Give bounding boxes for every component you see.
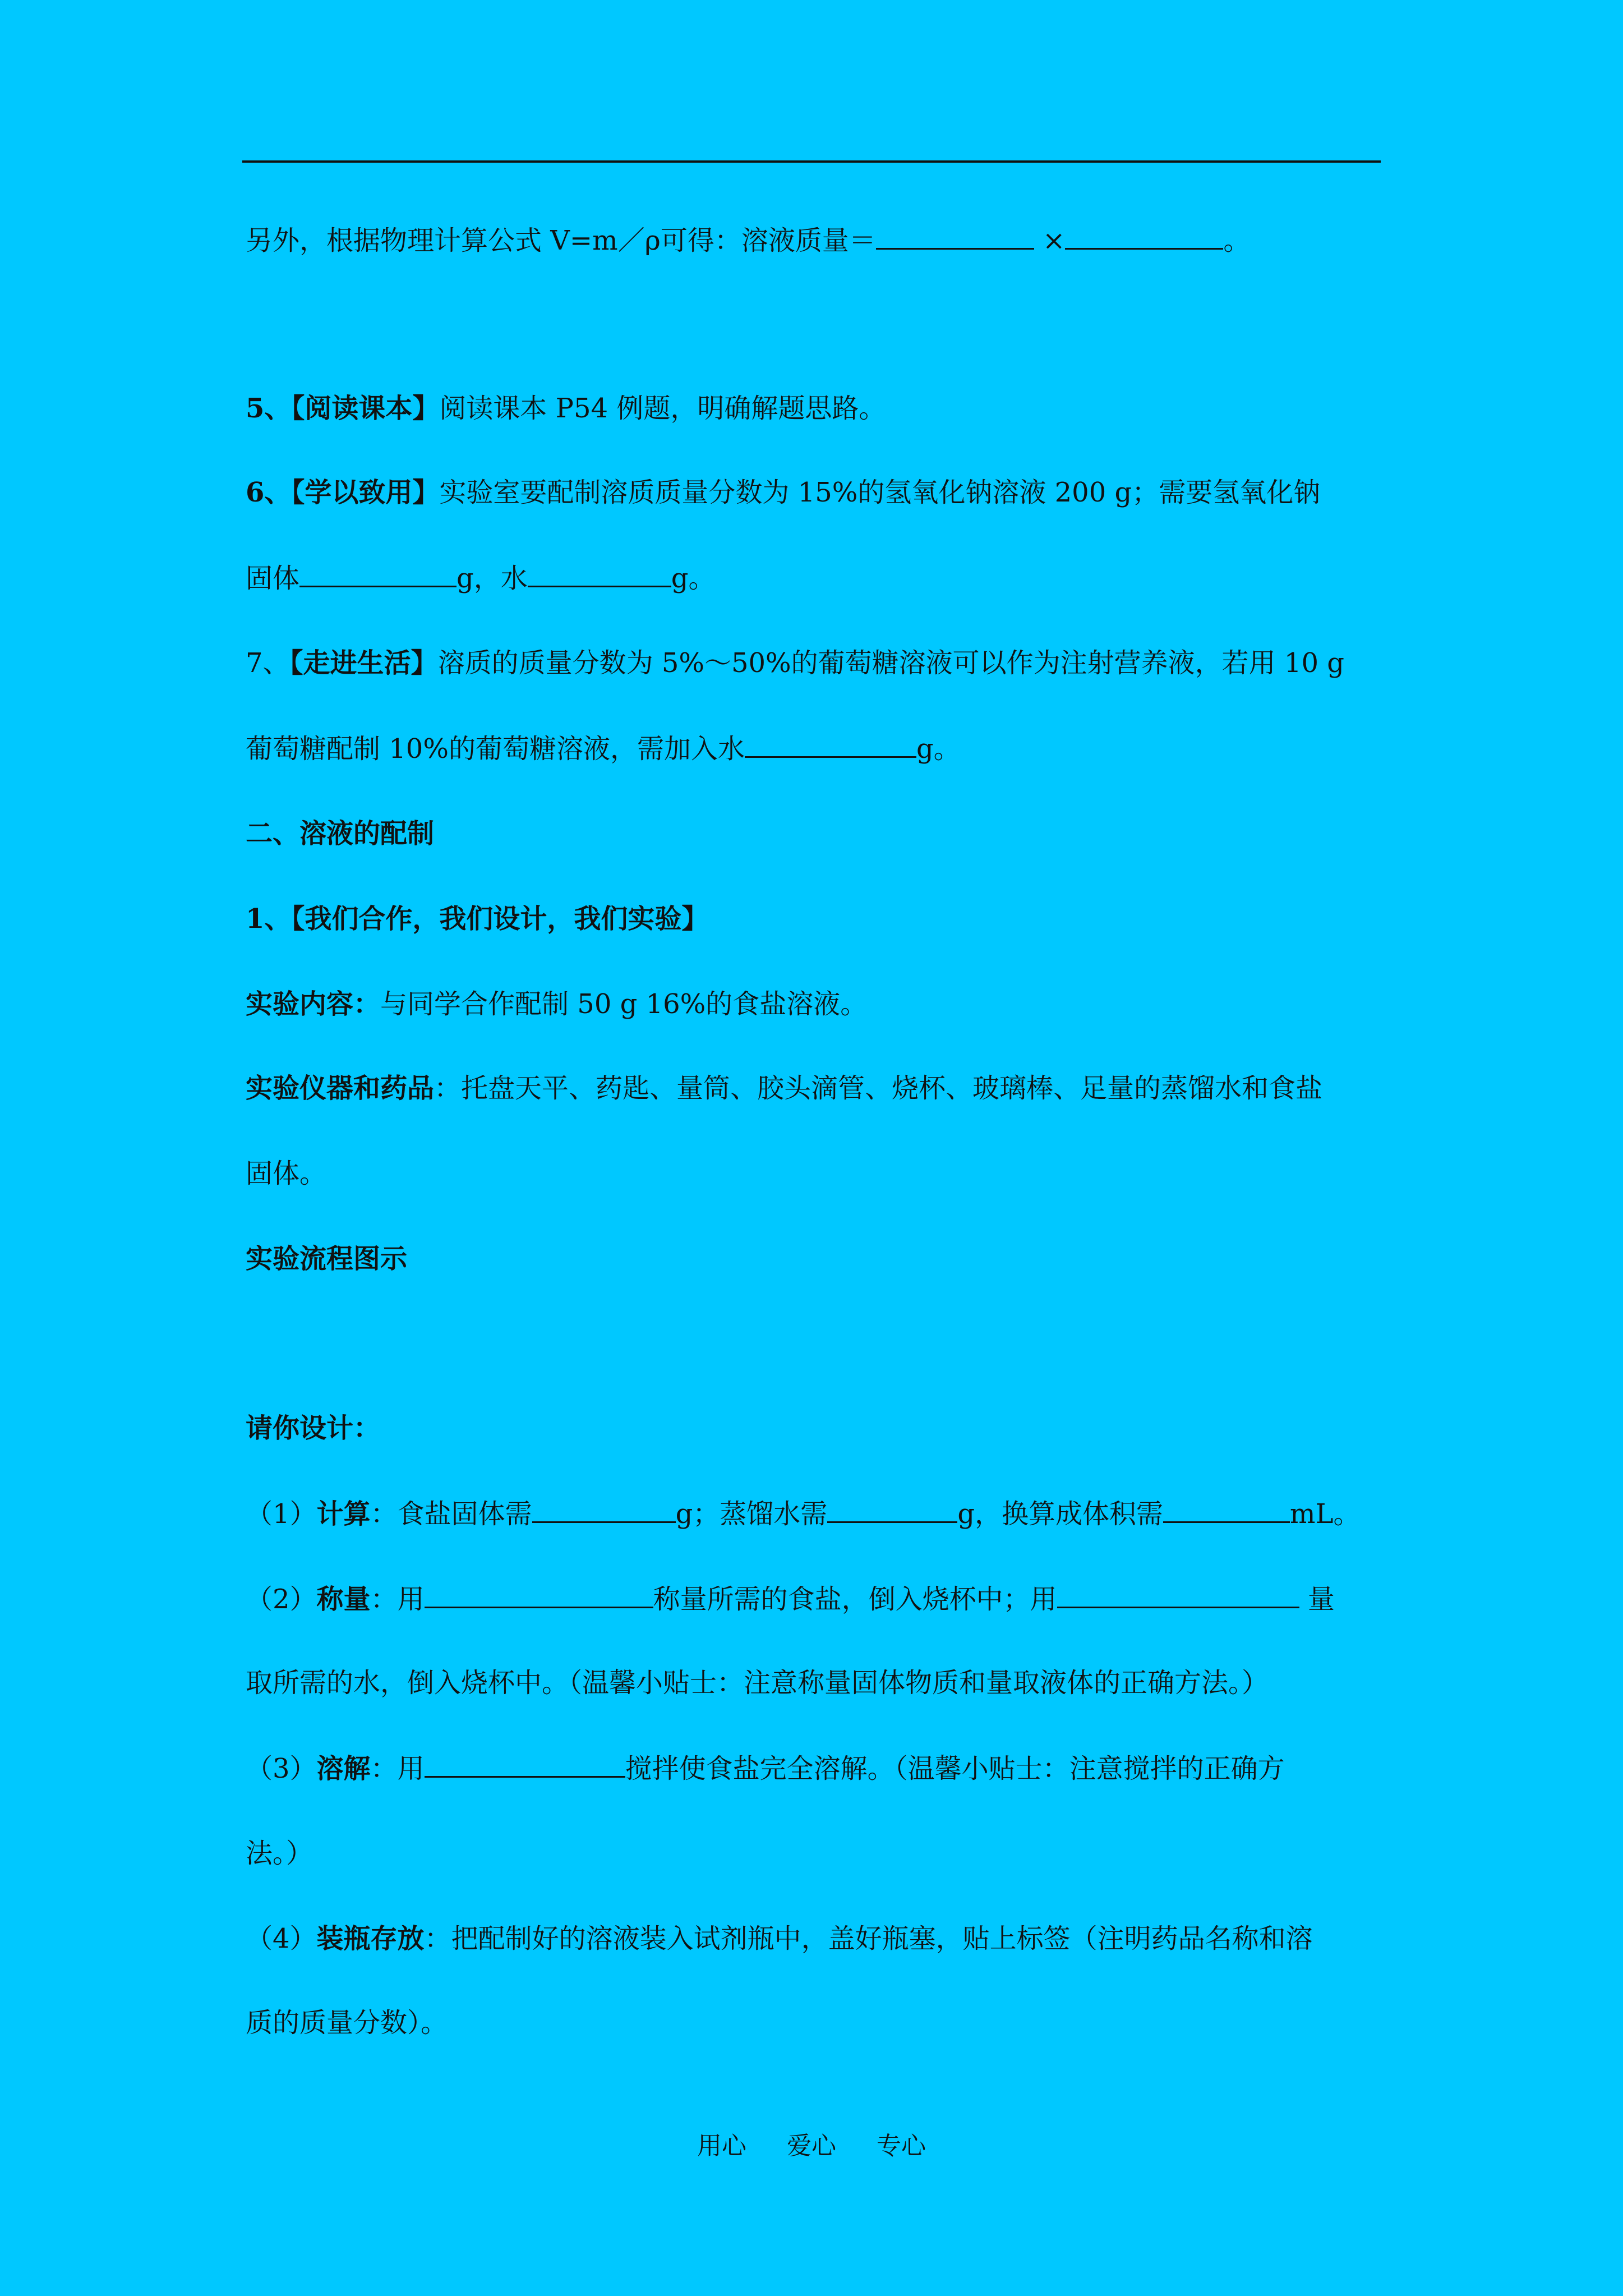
formula-paragraph: 另外，根据物理计算公式 V=m／ρ可得：溶液质量＝ × 。 [246, 223, 1250, 257]
answer-blank[interactable] [827, 1497, 957, 1523]
experiment-content: 实验内容：与同学合作配制 50 g 16%的食盐溶液。 [246, 988, 868, 1020]
step-4-bottle-line-2: 质的质量分数）。 [246, 2007, 448, 2039]
step-2-weigh-line-1: （2）称量：用 称量所需的食盐，倒入烧杯中；用 量 [246, 1582, 1335, 1616]
page-footer: 用心 爱心 专心 [697, 2132, 926, 2160]
question-7-line-2: 葡萄糖配制 10%的葡萄糖溶液，需加入水 g。 [246, 731, 961, 766]
answer-blank[interactable] [425, 1582, 653, 1608]
design-label: 请你设计： [246, 1412, 381, 1444]
equipment-line-1: 实验仪器和药品：托盘天平、药匙、量筒、胶头滴管、烧杯、玻璃棒、足量的蒸馏水和食盐 [246, 1073, 1323, 1104]
step-1-calculate: （1）计算：食盐固体需 g；蒸馏水需 g，换算成体积需 mL。 [246, 1497, 1360, 1531]
answer-blank[interactable] [532, 1497, 676, 1523]
answer-blank[interactable] [528, 561, 671, 587]
question-7-line-1: 7、【走进生活】溶质的质量分数为 5%～50%的葡萄糖溶液可以作为注射营养液，若用 10 g [246, 647, 1344, 679]
section-title: 二、溶液的配制 [246, 818, 435, 849]
equipment-line-2: 固体。 [246, 1158, 327, 1189]
item-1-title: 1、【我们合作，我们设计，我们实验】 [246, 903, 709, 935]
header-rule [242, 160, 1381, 163]
answer-blank[interactable] [1057, 1582, 1299, 1608]
answer-blank[interactable] [745, 731, 916, 758]
step-4-bottle-line-1: （4）装瓶存放：把配制好的溶液装入试剂瓶中，盖好瓶塞，贴上标签（注明药品名称和溶 [246, 1923, 1313, 1954]
answer-blank[interactable] [1163, 1497, 1290, 1523]
question-6-line-1: 6、【学以致用】实验室要配制溶质质量分数为 15%的氢氧化钠溶液 200 g；需要氢氧化钠 [246, 477, 1321, 508]
step-3-dissolve-line-1: （3）溶解：用 搅拌使食盐完全溶解。（温馨小贴士：注意搅拌的正确方 [246, 1751, 1285, 1786]
answer-blank[interactable] [299, 561, 457, 587]
question-6-line-2: 固体 g，水 g。 [246, 561, 715, 595]
step-3-dissolve-line-2: 法。） [246, 1838, 313, 1869]
flow-diagram-label: 实验流程图示 [246, 1243, 408, 1274]
step-2-weigh-line-2: 取所需的水，倒入烧杯中。（温馨小贴士：注意称量固体物质和量取液体的正确方法。） [246, 1667, 1269, 1699]
answer-blank[interactable] [876, 223, 1034, 250]
question-5: 5、【阅读课本】阅读课本 P54 例题，明确解题思路。 [246, 393, 886, 424]
answer-blank[interactable] [1065, 223, 1223, 250]
answer-blank[interactable] [425, 1751, 625, 1778]
